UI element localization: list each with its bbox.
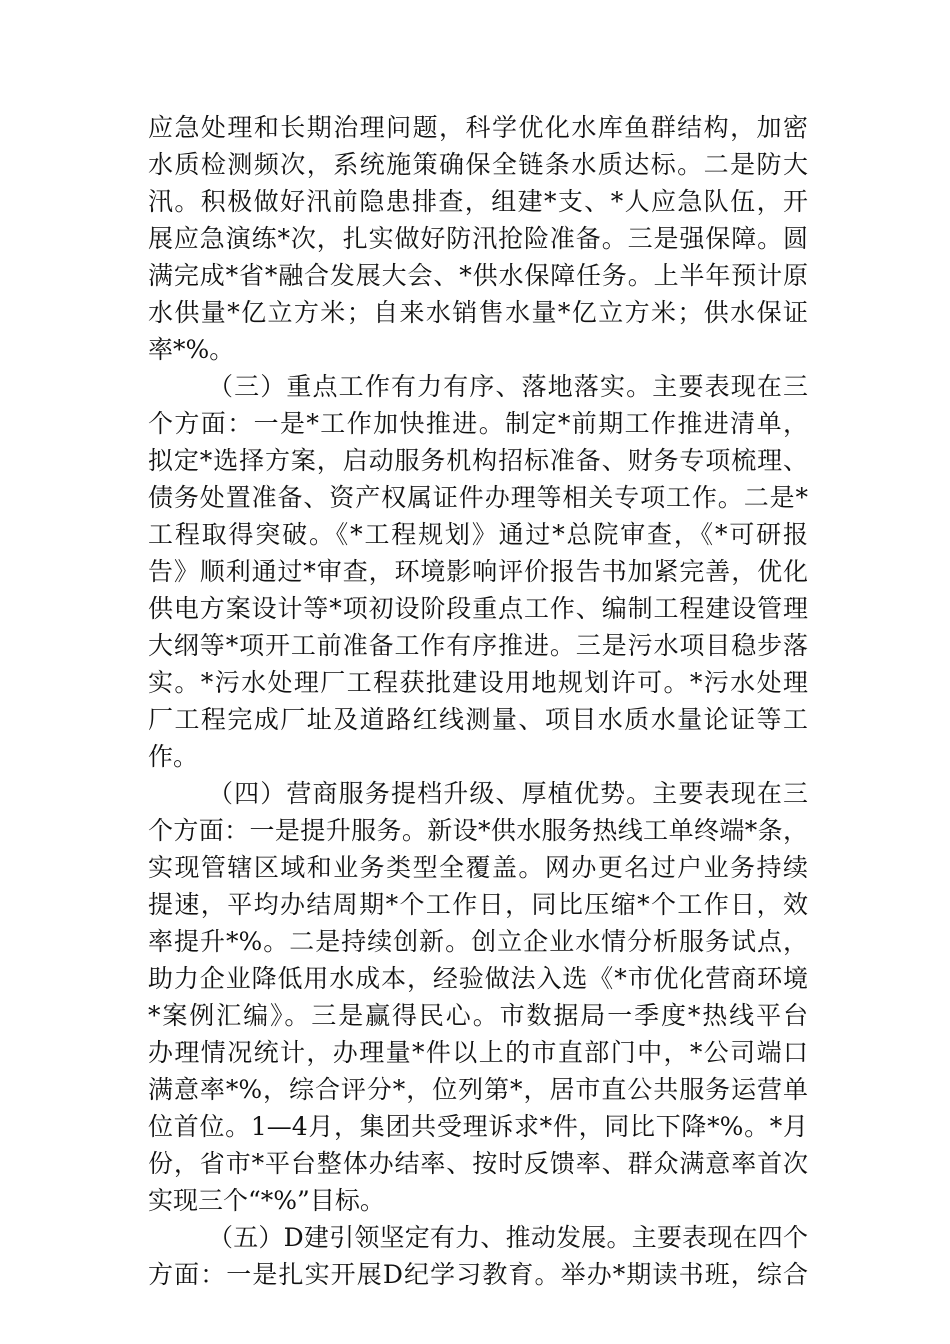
- text-line: 拟定*选择方案，启动服务机构招标准备、财务专项梳理、: [148, 446, 808, 475]
- text-line: 满完成*省*融合发展大会、*供水保障任务。上半年预计原: [148, 261, 808, 290]
- text-line: 率*%。: [148, 335, 235, 364]
- text-line: 水供量*亿立方米；自来水销售水量*亿立方米；供水保证: [148, 298, 808, 327]
- text-line: 实。*污水处理厂工程获批建设用地规划许可。*污水处理: [148, 668, 808, 697]
- text-line: 个方面：一是提升服务。新设*供水服务热线工单终端*条，: [148, 816, 808, 845]
- paragraph-heading-4: （四）营商服务提档升级、厚植优势。主要表现在三: [208, 779, 808, 808]
- text-line: *案例汇编》。三是赢得民心。市数据局一季度*热线平台: [148, 1001, 808, 1030]
- text-line: 工程取得突破。《*工程规划》通过*总院审查，《*可研报: [148, 520, 808, 549]
- text-line: 展应急演练*次，扎实做好防汛抢险准备。三是强保障。圆: [148, 224, 808, 253]
- paragraph-heading-5: （五）D建引领坚定有力、推动发展。主要表现在四个: [208, 1223, 808, 1252]
- paragraph-heading-3: （三）重点工作有力有序、落地落实。主要表现在三: [208, 372, 808, 401]
- text-line: 份，省市*平台整体办结率、按时反馈率、群众满意率首次: [148, 1149, 808, 1178]
- text-line: 水质检测频次，系统施策确保全链条水质达标。二是防大: [148, 150, 808, 179]
- text-line: 满意率*%，综合评分*，位列第*，居市直公共服务运营单: [148, 1075, 808, 1104]
- text-line: 实现管辖区域和业务类型全覆盖。网办更名过户业务持续: [148, 853, 808, 882]
- text-line: 实现三个“*%”目标。: [148, 1186, 385, 1215]
- text-line: 助力企业降低用水成本，经验做法入选《*市优化营商环境: [148, 964, 808, 993]
- text-line: 办理情况统计，办理量*件以上的市直部门中，*公司端口: [148, 1038, 808, 1067]
- text-line: 位首位。1—4月，集团共受理诉求*件，同比下降*%。*月: [148, 1112, 808, 1141]
- text-line: 作。: [148, 742, 199, 771]
- text-line: 供电方案设计等*项初设阶段重点工作、编制工程建设管理: [148, 594, 808, 623]
- text-line: 率提升*%。二是持续创新。创立企业水情分析服务试点，: [148, 927, 808, 956]
- text-line: 债务处置准备、资产权属证件办理等相关专项工作。二是*: [148, 483, 808, 512]
- text-line: 个方面：一是*工作加快推进。制定*前期工作推进清单，: [148, 409, 808, 438]
- text-line: 提速，平均办结周期*个工作日，同比压缩*个工作日，效: [148, 890, 808, 919]
- text-line: 大纲等*项开工前准备工作有序推进。三是污水项目稳步落: [148, 631, 808, 660]
- text-line: 厂工程完成厂址及道路红线测量、项目水质水量论证等工: [148, 705, 808, 734]
- text-line: 汛。积极做好汛前隐患排查，组建*支、*人应急队伍，开: [148, 187, 808, 216]
- text-line: 告》顺利通过*审查，环境影响评价报告书加紧完善，优化: [148, 557, 808, 586]
- text-line: 应急处理和长期治理问题，科学优化水库鱼群结构，加密: [148, 113, 808, 142]
- text-line: 方面：一是扎实开展D纪学习教育。举办*期读书班，综合: [148, 1260, 808, 1289]
